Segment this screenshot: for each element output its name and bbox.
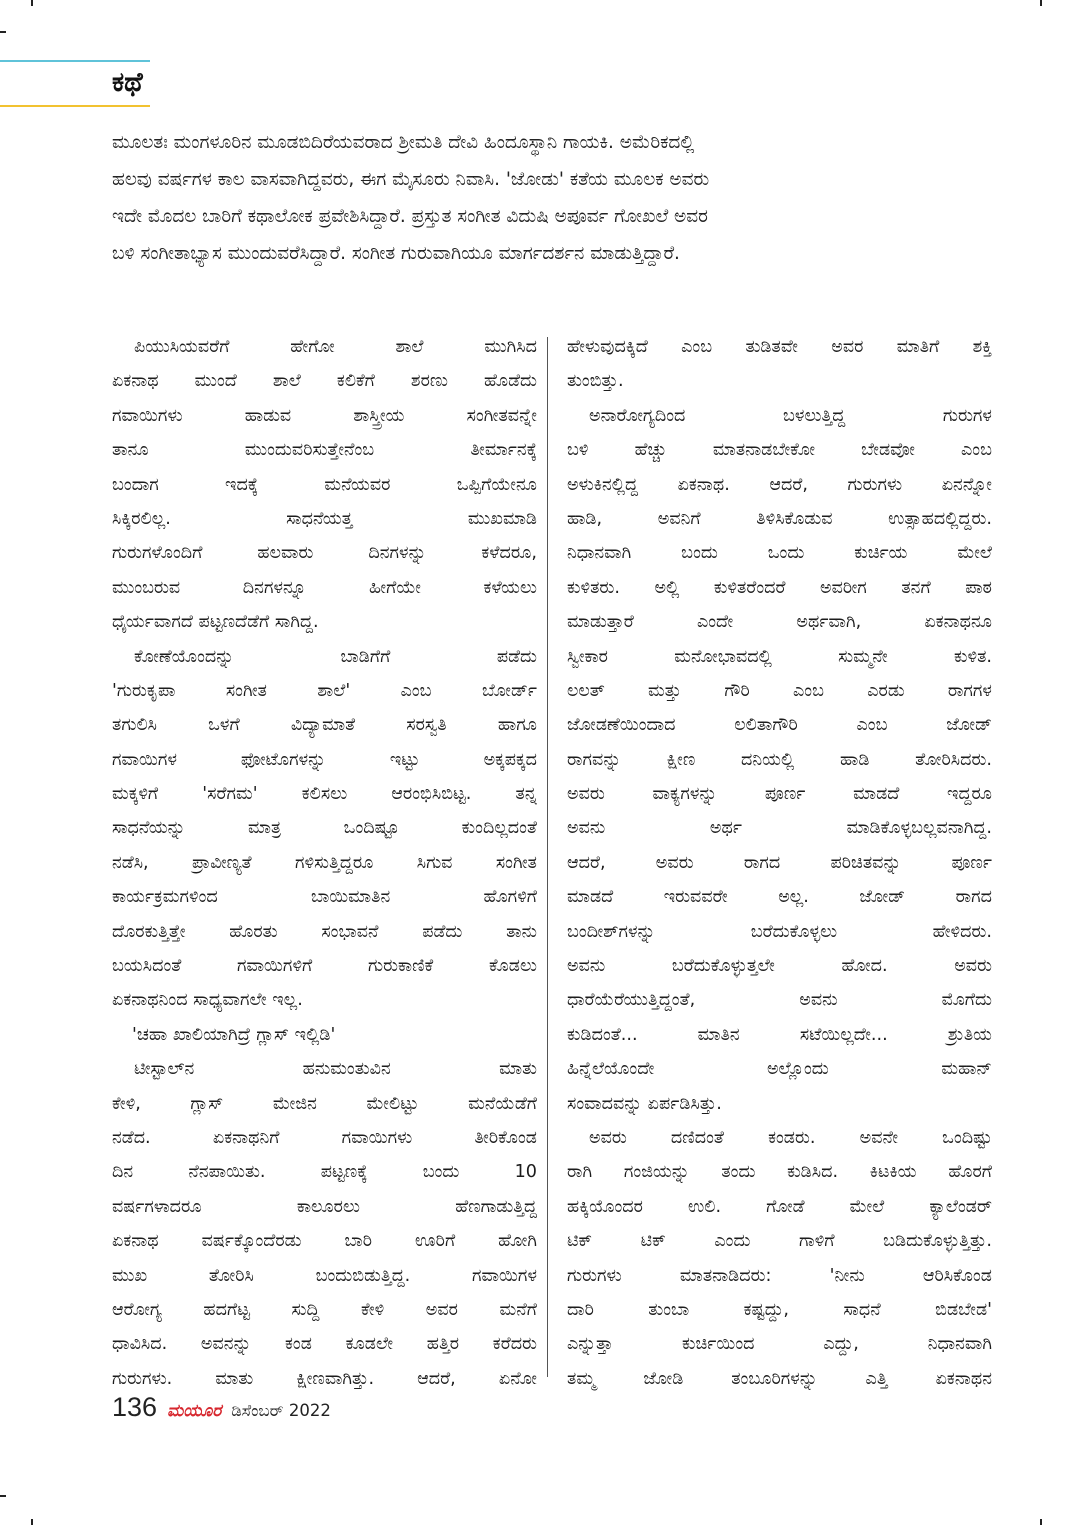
magazine-logo: ಮಯೂರ [167, 1401, 222, 1421]
text-line: ರಾಗವನ್ನು ಕ್ಷೀಣ ದನಿಯಲ್ಲಿ ಹಾಡಿ ತೋರಿಸಿದರು. [567, 749, 992, 770]
text-line: ಆದರೆ, ಅವರು ರಾಗದ ಪರಿಚಿತವನ್ನು ಪೂರ್ಣ [567, 852, 992, 873]
text-line: 'ಗುರುಕೃಪಾ ಸಂಗೀತ ಶಾಲೆ' ಎಂಬ ಬೋರ್ಡ್ [112, 680, 537, 701]
page-number: 136 [112, 1392, 158, 1422]
text-line: ಸಂವಾದವನ್ನು ಏರ್ಪಡಿಸಿತ್ತು. [567, 1093, 722, 1114]
page-footer [112, 1392, 331, 1428]
text-line: ಮುಖ ತೋರಿಸಿ ಬಂದುಬಿಡುತ್ತಿದ್ದ. ಗವಾಯಿಗಳ [112, 1265, 537, 1286]
text-line: ಟೀಸ್ಟಾಲ್‌ನ ಹನುಮಂತುವಿನ ಮಾತು [134, 1059, 537, 1080]
text-line: ಬಯಸಿದಂತೆ ಗವಾಯಿಗಳಿಗೆ ಗುರುಕಾಣಿಕೆ ಕೊಡಲು [112, 956, 537, 977]
text-line: ಬಂದಾಗ ಇದಕ್ಕೆ ಮನೆಯವರ ಒಪ್ಪಿಗೆಯೇನೂ [112, 474, 537, 495]
text-line: ಗುರುಗಳು ಮಾತನಾಡಿದರು: 'ನೀನು ಆರಿಸಿಕೊಂಡ [567, 1265, 992, 1286]
text-line: ಸ್ವೀಕಾರ ಮನೋಭಾವದಲ್ಲಿ ಸುಮ್ಮನೇ ಕುಳಿತ. [567, 646, 992, 667]
text-line: ಬಂದೀಶ್‌ಗಳನ್ನು ಬರೆದುಕೊಳ್ಳಲು ಹೇಳಿದರು. [567, 921, 992, 942]
text-line: ಬಳಿ ಹೆಚ್ಚು ಮಾತನಾಡಬೇಕೋ ಬೇಡವೋ ಎಂಬ [567, 440, 992, 461]
crop-mark-bottom-right [1040, 1519, 1042, 1525]
crop-mark-left-top [0, 31, 6, 33]
text-line: ಟಿಕ್ ಟಿಕ್ ಎಂದು ಗಾಳಿಗೆ ಬಡಿದುಕೊಳ್ಳುತ್ತಿತ್ತು. [567, 1231, 992, 1252]
column-divider [547, 337, 548, 1377]
text-line: ಗುರುಗಳೊಂದಿಗೆ ಹಲವಾರು ದಿನಗಳನ್ನು ಕಳೆದರೂ, [112, 543, 537, 564]
issue-date: ಡಿಸೆಂಬರ್ 2022 [231, 1401, 331, 1420]
text-line: ದಿನ ನೆನಪಾಯಿತು. ಪಟ್ಟಣಕ್ಕೆ ಬಂದು 10 [112, 1162, 537, 1183]
text-line: ಸಿಕ್ಕಿರಲಿಲ್ಲ. ಸಾಧನೆಯತ್ತ ಮುಖಮಾಡಿ [112, 508, 537, 529]
text-line: ಮಕ್ಕಳಿಗೆ 'ಸರೆಗಮ' ಕಲಿಸಲು ಆರಂಭಿಸಿಬಿಟ್ಟ. ತನ್ನ [112, 784, 537, 805]
text-line: ಕೇಳಿ, ಗ್ಲಾಸ್ ಮೇಜಿನ ಮೇಲಿಟ್ಟು ಮನೆಯೆಡೆಗೆ [112, 1093, 537, 1114]
text-line: ತಮ್ಮ ಜೋಡಿ ತಂಬೂರಿಗಳನ್ನು ಎತ್ತಿ ಏಕನಾಥನ [567, 1368, 992, 1389]
header-rule-top [0, 60, 150, 62]
text-line: ತಾನೂ ಮುಂದುವರಿಸುತ್ತೇನೆಂಬ ತೀರ್ಮಾನಕ್ಕೆ [112, 440, 537, 461]
crop-mark-bottom-left [31, 1519, 33, 1525]
story-column-right [567, 330, 992, 1396]
text-line: ಕುಳಿತರು. ಅಲ್ಲಿ ಕುಳಿತರೆಂದರೆ ಅವರೀಗ ತನಗೆ ಪಾಠ [567, 577, 992, 598]
section-title: ಕಥೆ [112, 67, 143, 98]
intro-line: ಮೂಲತಃ ಮಂಗಳೂರಿನ ಮೂಡಬಿದಿರೆಯವರಾದ ಶ್ರೀಮತಿ ದೇವಿ ಹಿಂದೂಸ್ಥಾನಿ ಗಾಯಕಿ. ಅಮೆರಿಕದಲ್ಲಿ [112, 132, 695, 153]
text-line: ಆರೋಗ್ಯ ಹದಗೆಟ್ಟ ಸುದ್ದಿ ಕೇಳಿ ಅವರ ಮನೆಗೆ [112, 1299, 537, 1320]
text-line: ಕುಡಿದಂತೆ... ಮಾತಿನ ಸಟೆಯಿಲ್ಲದೇ... ಶ್ರುತಿಯ [567, 1024, 992, 1045]
text-line: ಕೋಣೆಯೊಂದನ್ನು ಬಾಡಿಗೆಗೆ ಪಡೆದು [134, 646, 537, 667]
text-line: ಲಲತ್ ಮತ್ತು ಗೌರಿ ಎಂಬ ಎರಡು ರಾಗಗಳ [567, 680, 992, 701]
text-line: ಮಾಡದೆ ಇರುವವರೇ ಅಲ್ಲ. ಜೋಡ್ ರಾಗದ [567, 887, 992, 908]
text-line: ನಿಧಾನವಾಗಿ ಬಂದು ಒಂದು ಕುರ್ಚಿಯ ಮೇಲೆ [567, 543, 992, 564]
text-line: ಏಕನಾಥ ವರ್ಷಕ್ಕೊಂದೆರಡು ಬಾರಿ ಊರಿಗೆ ಹೋಗಿ [112, 1231, 537, 1252]
text-line: ಏಕನಾಥ ಮುಂದೆ ಶಾಲೆ ಕಲಿಕೆಗೆ ಶರಣು ಹೊಡೆದು [112, 371, 537, 392]
text-line: ಮಾಡುತ್ತಾರೆ ಎಂದೇ ಅರ್ಥವಾಗಿ, ಏಕನಾಥನೂ [567, 612, 992, 633]
author-intro [112, 124, 982, 272]
intro-line: ಹಲವು ವರ್ಷಗಳ ಕಾಲ ವಾಸವಾಗಿದ್ದವರು, ಈಗ ಮೈಸೂರು ನಿವಾಸಿ. 'ಜೋಡು' ಕತೆಯ ಮೂಲಕ ಅವರು [112, 169, 710, 190]
story-column-left [112, 330, 537, 1396]
text-line: ಗವಾಯಿಗಳು ಹಾಡುವ ಶಾಸ್ತ್ರೀಯ ಸಂಗೀತವನ್ನೇ [112, 405, 537, 426]
text-line: ಅವರು ದಣಿದಂತೆ ಕಂಡರು. ಅವನೇ ಒಂದಿಷ್ಟು [589, 1127, 992, 1148]
text-line: ನಡೆಸಿ, ಪ್ರಾವೀಣ್ಯತೆ ಗಳಿಸುತ್ತಿದ್ದರೂ ಸಿಗುವ ಸಂಗೀತ [112, 852, 537, 873]
text-line: 'ಚಹಾ ಖಾಲಿಯಾಗಿದ್ರೆ ಗ್ಲಾಸ್ ಇಲ್ಲಿಡಿ' [132, 1024, 336, 1045]
crop-mark-top-right [1040, 0, 1042, 6]
intro-line: ಇದೇ ಮೊದಲ ಬಾರಿಗೆ ಕಥಾಲೋಕ ಪ್ರವೇಶಿಸಿದ್ದಾರೆ. ಪ್ರಸ್ತುತ ಸಂಗೀತ ವಿದುಷಿ ಅಪೂರ್ವ ಗೋಖಲೆ ಅವರ [112, 206, 708, 227]
text-line: ಹಕ್ಕಿಯೊಂದರ ಉಲಿ. ಗೋಡೆ ಮೇಲೆ ಕ್ಯಾಲೆಂಡರ್ [567, 1196, 992, 1217]
text-line: ತಗುಲಿಸಿ ಒಳಗೆ ವಿದ್ಯಾಮಾತೆ ಸರಸ್ವತಿ ಹಾಗೂ [112, 715, 537, 736]
text-line: ಜೋಡಣೆಯಿಂದಾದ ಲಲಿತಾಗೌರಿ ಎಂಬ ಜೋಡ್ [567, 715, 992, 736]
text-line: ಅನಾರೋಗ್ಯದಿಂದ ಬಳಲುತ್ತಿದ್ದ ಗುರುಗಳ [589, 405, 992, 426]
text-line: ಅವರು ವಾಕ್ಯಗಳನ್ನು ಪೂರ್ಣ ಮಾಡದೆ ಇದ್ದರೂ [567, 784, 992, 805]
text-line: ಹೇಳುವುದಕ್ಕಿದೆ ಎಂಬ ತುಡಿತವೇ ಅವರ ಮಾತಿಗೆ ಶಕ್ತಿ [567, 337, 992, 357]
text-line: ದೊರಕುತ್ತಿತ್ತೇ ಹೊರತು ಸಂಭಾವನೆ ಪಡೆದು ತಾನು [112, 921, 537, 942]
text-line: ಧೈರ್ಯವಾಗದೆ ಪಟ್ಟಣದೆಡೆಗೆ ಸಾಗಿದ್ದ. [112, 612, 319, 633]
crop-mark-top-left [31, 0, 33, 6]
text-line: ರಾಗಿ ಗಂಜಿಯನ್ನು ತಂದು ಕುಡಿಸಿದ. ಕಿಟಕಿಯ ಹೊರಗೆ [567, 1162, 992, 1183]
text-line: ಎನ್ನುತ್ತಾ ಕುರ್ಚಿಯಿಂದ ಎದ್ದು, ನಿಧಾನವಾಗಿ [567, 1334, 992, 1355]
text-line: ವರ್ಷಗಳಾದರೂ ಕಾಲೂರಲು ಹೆಣಗಾಡುತ್ತಿದ್ದ [112, 1196, 537, 1217]
text-line: ನಡೆದ. ಏಕನಾಥನಿಗೆ ಗವಾಯಿಗಳು ತೀರಿಕೊಂಡ [112, 1127, 537, 1148]
intro-line: ಬಳಿ ಸಂಗೀತಾಭ್ಯಾಸ ಮುಂದುವರೆಸಿದ್ದಾರೆ. ಸಂಗೀತ ಗುರುವಾಗಿಯೂ ಮಾರ್ಗದರ್ಶನ ಮಾಡುತ್ತಿದ್ದಾರೆ. [112, 243, 680, 264]
text-line: ಧಾರೆಯೆರೆಯುತ್ತಿದ್ದಂತೆ, ಅವನು ಮೊಗೆದು [567, 990, 992, 1011]
text-line: ಪಿಯುಸಿಯವರೆಗೆ ಹೇಗೋ ಶಾಲೆ ಮುಗಿಸಿದ [134, 337, 537, 357]
header-rule-bottom [0, 105, 150, 107]
text-line: ತುಂಬಿತ್ತು. [567, 371, 624, 392]
text-line: ಏಕನಾಥನಿಂದ ಸಾಧ್ಯವಾಗಲೇ ಇಲ್ಲ. [112, 990, 303, 1011]
text-line: ಕಾರ್ಯಕ್ರಮಗಳಿಂದ ಬಾಯಿಮಾತಿನ ಹೊಗಳಿಗೆ [112, 887, 537, 908]
text-line: ಗವಾಯಿಗಳ ಫೋಟೊಗಳನ್ನು ಇಟ್ಟು ಅಕ್ಕಪಕ್ಕದ [112, 749, 537, 770]
text-line: ಧಾವಿಸಿದ. ಅವನನ್ನು ಕಂಡ ಕೂಡಲೇ ಹತ್ತಿರ ಕರೆದರು [112, 1334, 537, 1355]
text-line: ಹಿನ್ನೆಲೆಯೊಂದೇ ಅಲ್ಲೊಂದು ಮಹಾನ್ [567, 1059, 992, 1080]
text-line: ಅವನು ಬರೆದುಕೊಳ್ಳುತ್ತಲೇ ಹೋದ. ಅವರು [567, 956, 992, 977]
crop-mark-left-bottom [0, 1495, 6, 1497]
text-line: ಮುಂಬರುವ ದಿನಗಳನ್ನೂ ಹೀಗೆಯೇ ಕಳೆಯಲು [112, 577, 537, 598]
text-line: ಅಳುಕಿನಲ್ಲಿದ್ದ ಏಕನಾಥ. ಆದರೆ, ಗುರುಗಳು ಏನನ್ನೋ [567, 474, 992, 495]
text-line: ದಾರಿ ತುಂಬಾ ಕಷ್ಟದ್ದು, ಸಾಧನೆ ಬಿಡಬೇಡ' [567, 1299, 992, 1320]
text-line: ಅವನು ಅರ್ಥ ಮಾಡಿಕೊಳ್ಳಬಲ್ಲವನಾಗಿದ್ದ. [567, 818, 992, 839]
text-line: ಹಾಡಿ, ಅವನಿಗೆ ತಿಳಿಸಿಕೊಡುವ ಉತ್ಸಾಹದಲ್ಲಿದ್ದರು. [567, 508, 992, 529]
text-line: ಗುರುಗಳು. ಮಾತು ಕ್ಷೀಣವಾಗಿತ್ತು. ಆದರೆ, ಏನೋ [112, 1368, 537, 1389]
text-line: ಸಾಧನೆಯನ್ನು ಮಾತ್ರ ಒಂದಿಷ್ಟೂ ಕುಂದಿಲ್ಲದಂತೆ [112, 818, 537, 839]
